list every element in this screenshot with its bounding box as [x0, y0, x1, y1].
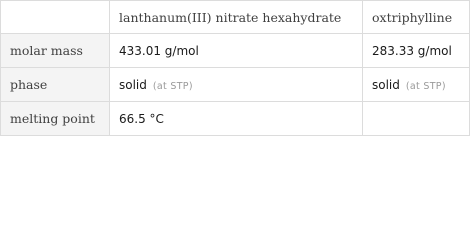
cell-value: 283.33 g/mol [372, 43, 452, 58]
cell-value: solid [119, 77, 147, 92]
cell-value: solid [372, 77, 400, 92]
cell-melting-point-lanthanum-nitrate [110, 102, 363, 136]
column-header-oxtriphylline: oxtriphylline [363, 1, 470, 34]
cell-note: (at STP) [405, 80, 446, 92]
table-row [1, 34, 470, 68]
cell-phase-oxtriphylline [363, 68, 470, 102]
table-row [1, 68, 470, 102]
cell-value: 66.5 °C [119, 111, 164, 126]
cell-note: (at STP) [152, 80, 193, 92]
row-header-phase: phase [1, 68, 110, 102]
table-row [1, 102, 470, 136]
cell-melting-point-oxtriphylline [363, 102, 470, 136]
cell-value: 433.01 g/mol [119, 43, 199, 58]
corner-cell [1, 1, 110, 34]
header-row [1, 1, 470, 34]
cell-phase-lanthanum-nitrate [110, 68, 363, 102]
row-header-melting-point: melting point [1, 102, 110, 136]
cell-molar-mass-lanthanum-nitrate [110, 34, 363, 68]
cell-molar-mass-oxtriphylline [363, 34, 470, 68]
column-header-lanthanum-nitrate: lanthanum(III) nitrate hexahydrate [110, 1, 363, 34]
row-header-molar-mass: molar mass [1, 34, 110, 68]
